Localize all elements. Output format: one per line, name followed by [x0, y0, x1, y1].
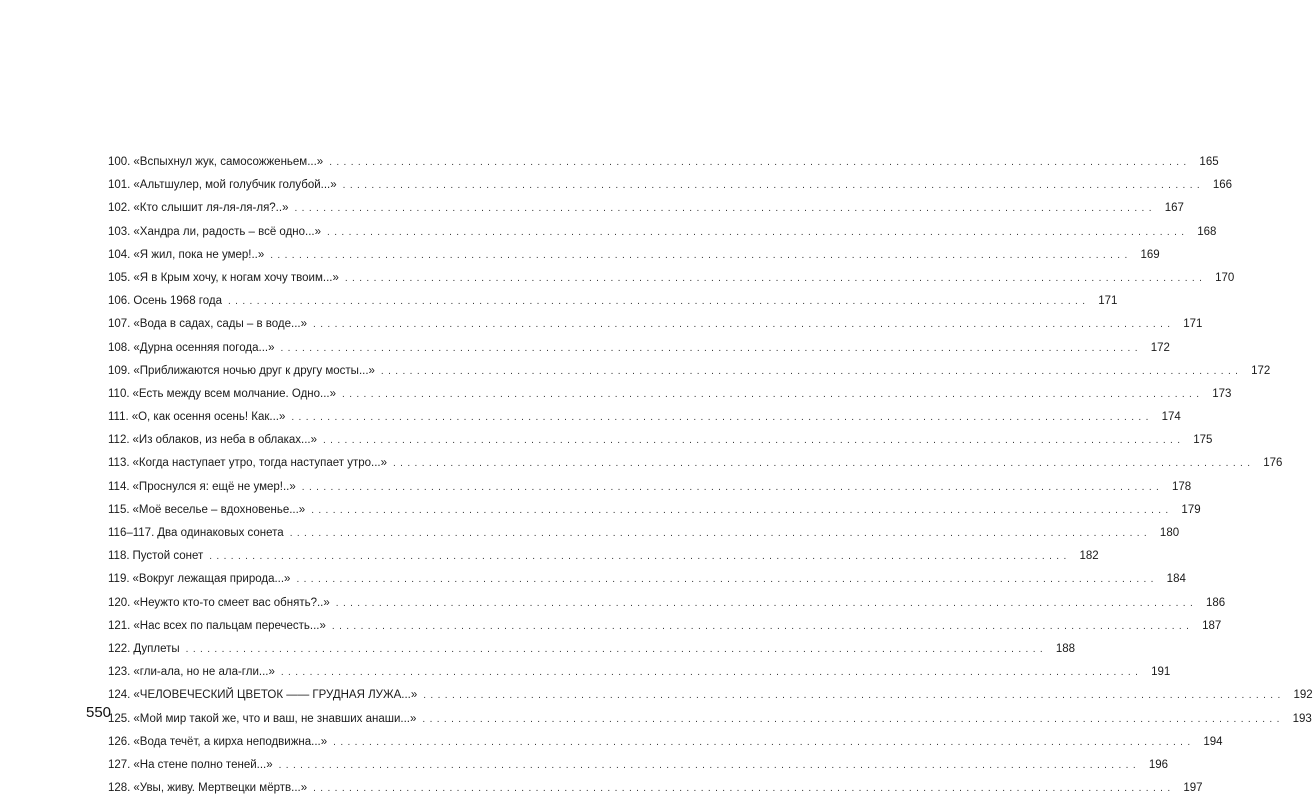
toc-entry-title: «Хандра ли, радость – всё одно...»	[133, 225, 322, 238]
toc-entry	[108, 383, 1232, 406]
toc-entry	[108, 313, 1203, 336]
toc-entry-title: «Альтшулер, мой голубчик голубой...»	[133, 179, 337, 192]
toc-entry-page: 186	[1205, 596, 1226, 609]
toc-entry-leader: ........................................................................................................................	[280, 342, 1142, 354]
toc-entry-leader: ........................................................................................................................	[423, 690, 1285, 702]
toc-entry-title: «Кто слышит ля-ля-ля-ля?..»	[133, 202, 289, 215]
toc-entry-page: 169	[1140, 248, 1160, 261]
toc-entry-leader: ........................................................................................................................	[380, 365, 1243, 377]
toc-entry-page: 194	[1203, 735, 1223, 748]
toc-entry	[108, 174, 1233, 197]
toc-entry-leader: ........................................................................................................................	[329, 157, 1191, 168]
toc-entry-leader: ........................................................................................................................	[323, 435, 1185, 447]
toc-entry	[108, 754, 1169, 777]
toc-entry-leader: ........................................................................................................................	[313, 319, 1175, 331]
toc-entry-title: «Вокруг лежащая природа...»	[132, 573, 291, 586]
toc-entry-leader: ........................................................................................................................	[185, 643, 1048, 655]
toc-entry-leader: ........................................................................................................................	[301, 481, 1164, 493]
toc-entry-number: 110.	[108, 387, 130, 400]
toc-entry-leader: ........................................................................................................................	[209, 551, 1071, 563]
toc-entry	[108, 337, 1170, 360]
toc-entry-title: «О, как осення осень! Как...»	[131, 411, 286, 424]
toc-entry	[108, 197, 1184, 220]
toc-entry-page: 176	[1263, 457, 1283, 470]
toc-entry-number: 118.	[108, 550, 130, 563]
toc-entry-title: «Приближаются ночью друг к другу мосты...»	[133, 364, 375, 377]
toc-entry-title: Осень 1968 года	[133, 295, 222, 308]
toc-entry-title: «Я жил, пока не умер!..»	[133, 248, 265, 261]
toc-entry-title: «Проснулся я: ещё не умер!..»	[132, 480, 296, 493]
toc-entry-number: 103.	[108, 225, 131, 238]
toc-entry-number: 128.	[108, 782, 131, 795]
toc-entry-title: Дуплеты	[133, 642, 180, 655]
toc-entry-title: Пустой сонет	[132, 550, 204, 563]
toc-entry	[108, 499, 1201, 522]
toc-entry-page: 192	[1293, 689, 1313, 702]
toc-entry-page: 173	[1212, 387, 1232, 400]
toc-entry	[108, 708, 1312, 731]
toc-entry-title: «Вспыхнул жук, самосожженьем...»	[133, 156, 324, 168]
toc-entry-page: 171	[1098, 295, 1118, 308]
toc-entry-page: 193	[1292, 712, 1312, 725]
toc-entry-leader: ........................................................................................................................	[294, 203, 1156, 215]
toc-entry	[108, 452, 1283, 475]
toc-entry-number: 122.	[108, 642, 131, 655]
toc-entry-leader: ........................................................................................................................	[331, 620, 1194, 632]
toc-entry-leader: ........................................................................................................................	[313, 783, 1175, 795]
toc-entry-title: «Нас всех по пальцам перечесть...»	[133, 619, 326, 632]
toc-entry-leader: ........................................................................................................................	[342, 388, 1204, 400]
toc-entry-leader: ........................................................................................................................	[296, 574, 1158, 586]
toc-entry	[108, 615, 1222, 638]
toc-entry-page: 172	[1251, 364, 1271, 377]
toc-entry-page: 170	[1215, 271, 1235, 284]
toc-entry-number: 104.	[108, 248, 131, 261]
toc-entry-number: 116–117.	[108, 527, 155, 539]
toc-entry-title: «Моё веселье – вдохновенье...»	[132, 503, 306, 516]
toc-entry-title: «Мой мир такой же, что и ваш, не знавших анаши...»	[133, 712, 417, 725]
toc-entry-title: Два одинаковых сонета	[157, 527, 284, 539]
toc-entry	[108, 545, 1099, 568]
toc-entry-title: «Вода течёт, а кирха неподвижна...»	[133, 735, 328, 748]
page-number: 550	[86, 704, 112, 721]
toc-entry	[108, 221, 1217, 244]
toc-entry-leader: ........................................................................................................................	[342, 180, 1205, 192]
toc-entry-page: 182	[1079, 550, 1099, 563]
toc-entry-title: «Из облаков, из неба в облаках...»	[132, 434, 317, 447]
toc-entry-leader: ........................................................................................................................	[335, 597, 1198, 609]
toc-entry-number: 106.	[108, 295, 131, 308]
toc-entry	[108, 244, 1160, 267]
toc-entry-number: 108.	[108, 341, 131, 354]
toc-entry-leader: ........................................................................................................................	[333, 736, 1195, 748]
toc-entry	[108, 360, 1271, 383]
toc-entry-leader: ........................................................................................................................	[289, 528, 1152, 539]
toc-entry	[108, 568, 1186, 591]
toc-entry-leader: ........................................................................................................................	[311, 504, 1173, 516]
toc-entry-number: 109.	[108, 364, 131, 377]
toc-entry-number: 114.	[108, 480, 130, 493]
toc-entry-page: 191	[1151, 666, 1171, 679]
toc-entry-leader: ........................................................................................................................	[270, 249, 1132, 261]
toc-entry-page: 184	[1166, 573, 1186, 586]
toc-entry-number: 102.	[108, 202, 131, 215]
toc-entry	[108, 406, 1181, 429]
toc-entry-number: 127.	[108, 758, 131, 771]
toc-entry-title: «Я в Крым хочу, к ногам хочу твоим...»	[133, 271, 339, 284]
toc-entry-page: 180	[1159, 527, 1180, 539]
toc-entry-page: 187	[1202, 619, 1222, 632]
toc-entry-title: «Дурна осенняя погода...»	[133, 341, 275, 354]
toc-entry	[108, 267, 1235, 290]
toc-entry	[108, 290, 1118, 313]
toc-entry-title: «ЧЕЛОВЕЧЕСКИЙ ЦВЕТОК —— ГРУДНАЯ ЛУЖА...»	[133, 689, 418, 702]
toc-entry-page: 196	[1148, 758, 1169, 771]
toc-entry-leader: ........................................................................................................................	[228, 296, 1090, 308]
toc-entry-number: 125.	[108, 712, 131, 725]
toc-entry-number: 121.	[108, 619, 131, 632]
toc-entry-page: 166	[1212, 179, 1233, 192]
toc-entry-page: 179	[1181, 503, 1201, 516]
toc-entry-page: 171	[1183, 318, 1203, 331]
toc-entry-page: 174	[1161, 411, 1181, 424]
toc-entry-title: «Есть между всем молчание. Одно...»	[132, 387, 337, 400]
toc-entry-number: 119.	[108, 573, 130, 586]
toc-entry-title: «Когда наступает утро, тогда наступает утро...»	[132, 457, 387, 470]
toc-entry	[108, 684, 1313, 707]
toc-entry	[108, 661, 1171, 684]
toc-entry-number: 111.	[108, 411, 129, 424]
toc-entry-leader: ........................................................................................................................	[393, 458, 1255, 470]
toc-entry-title: «гли-ала, но не ала-гли...»	[133, 666, 275, 679]
toc-entry-title: «Вода в садах, сады – в воде...»	[133, 318, 308, 331]
toc-entry-page: 167	[1164, 202, 1184, 215]
toc-entry-leader: ........................................................................................................................	[344, 272, 1207, 284]
toc-entry-number: 115.	[108, 503, 130, 516]
toc-entry-number: 120.	[108, 596, 131, 609]
toc-entry-leader: ........................................................................................................................	[327, 226, 1189, 238]
toc-entry	[108, 476, 1192, 499]
toc-entry-number: 124.	[108, 689, 131, 702]
toc-entry	[108, 731, 1223, 754]
toc-entry-page: 178	[1172, 480, 1192, 493]
toc-entry-page: 172	[1150, 341, 1170, 354]
toc-entry-page: 168	[1197, 225, 1217, 238]
toc-entry-number: 126.	[108, 735, 131, 748]
toc-entry-page: 188	[1055, 642, 1076, 655]
toc-entry-number: 100.	[108, 156, 131, 168]
toc-entry-leader: ........................................................................................................................	[422, 713, 1284, 725]
table-of-contents	[108, 151, 1313, 800]
toc-entry	[108, 151, 1219, 174]
toc-entry-number: 112.	[108, 434, 130, 447]
toc-entry-title: «На стене полно теней...»	[133, 758, 273, 771]
toc-entry-number: 123.	[108, 666, 131, 679]
toc-entry	[108, 522, 1180, 545]
toc-entry-number: 101.	[108, 179, 131, 192]
toc-entry-leader: ........................................................................................................................	[291, 412, 1153, 424]
toc-entry-number: 113.	[108, 457, 130, 470]
toc-entry-page: 165	[1199, 156, 1219, 168]
toc-entry-leader: ........................................................................................................................	[280, 667, 1143, 679]
toc-entry	[108, 638, 1076, 661]
toc-entry-title: «Неужто кто-то смеет вас обнять?..»	[133, 596, 330, 609]
toc-entry	[108, 592, 1226, 615]
toc-entry	[108, 429, 1213, 452]
toc-entry-title: «Увы, живу. Мертвецки мёртв...»	[133, 782, 308, 795]
toc-entry-number: 105.	[108, 271, 131, 284]
toc-entry-number: 107.	[108, 318, 131, 331]
toc-entry-leader: ........................................................................................................................	[278, 759, 1141, 771]
toc-entry-page: 197	[1183, 782, 1203, 795]
toc-entry	[108, 777, 1203, 800]
toc-entry-page: 175	[1193, 434, 1213, 447]
